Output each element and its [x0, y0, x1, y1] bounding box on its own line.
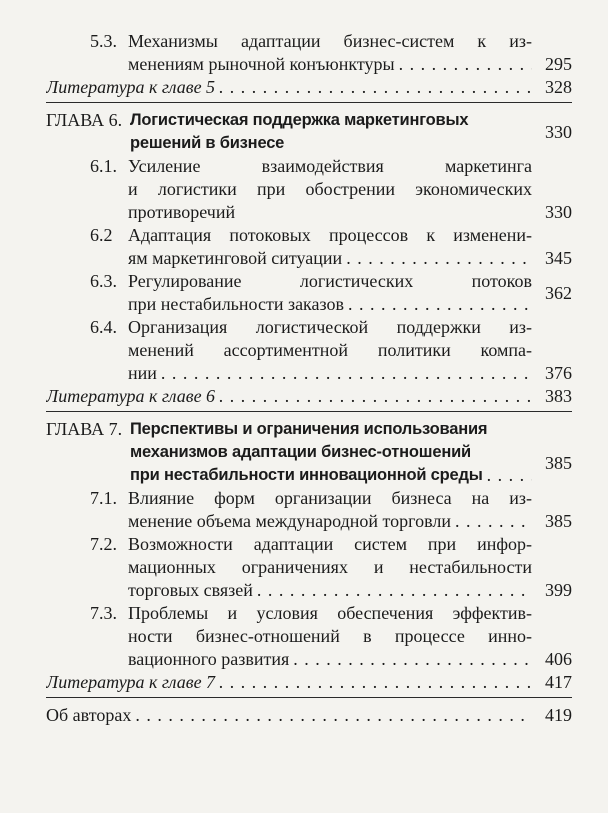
- page-number: 295: [545, 54, 572, 74]
- toc-entry-6-4[interactable]: [90, 316, 572, 385]
- section-title: Регулирование логистических потоков при нестабильности заказов . . .: [128, 270, 532, 316]
- section-title: Организация логистической поддержки из- менений ассортиментной политики компа- нии . . .: [128, 316, 532, 385]
- dot-leader: [451, 510, 532, 533]
- page-number: 383: [545, 386, 572, 406]
- page-number: 417: [545, 672, 572, 692]
- section-number: 7.3.: [90, 603, 117, 623]
- divider: [46, 411, 572, 412]
- section-number: 6.3.: [90, 271, 117, 291]
- dot-leader: [344, 293, 532, 316]
- toc-entry-about-authors[interactable]: Об авторах . . . 419: [46, 704, 572, 727]
- section-number: 5.3.: [90, 31, 117, 51]
- page-number: 385: [545, 453, 572, 473]
- page-number: 376: [545, 363, 572, 383]
- toc-entry-7-2[interactable]: [90, 533, 572, 602]
- toc-entry-6-1[interactable]: [90, 155, 572, 224]
- dot-leader: [215, 385, 532, 408]
- section-title: Проблемы и условия обеспечения эффектив- ности бизнес-отношений в процессе инно- вационного развития . . .: [128, 602, 532, 671]
- page-number: 419: [545, 705, 572, 725]
- toc-entry-chapter-7[interactable]: [46, 418, 572, 487]
- page-number: 330: [545, 122, 572, 142]
- dot-leader: [289, 648, 532, 671]
- dot-leader: [342, 247, 532, 270]
- toc-entry-7-3[interactable]: [90, 602, 572, 671]
- section-title: Адаптация потоковых процессов к изменени- ям маркетинговой ситуации . . .: [128, 224, 532, 270]
- section-title: Механизмы адаптации бизнес-систем к из- менениям рыночной конъюнктуры . . .: [128, 30, 532, 76]
- chapter-title: Логистическая поддержка маркетинговых решений в бизнесе: [130, 111, 469, 152]
- toc-entry-literature-7[interactable]: Литература к главе 7 . . . 417: [46, 671, 572, 694]
- dot-leader: [395, 53, 532, 76]
- page-number: 385: [545, 511, 572, 531]
- toc-entry-chapter-6[interactable]: [46, 109, 572, 155]
- toc-entry-literature-5[interactable]: Литература к главе 5 . . . 328: [46, 76, 572, 99]
- section-number: 6.4.: [90, 317, 117, 337]
- page-number: 330: [545, 202, 572, 222]
- divider: [46, 102, 572, 103]
- toc-entry-5-3[interactable]: [90, 30, 572, 76]
- table-of-contents: [46, 30, 572, 727]
- dot-leader: [215, 76, 532, 99]
- chapter-title: Перспективы и ограничения использования механизмов адаптации бизнес-отношений при нестабильности инновационной среды . . .: [130, 418, 532, 487]
- section-number: 7.1.: [90, 488, 117, 508]
- page-number: 406: [545, 649, 572, 669]
- section-title: Возможности адаптации систем при инфор- мационных ограничениях и нестабильности торговых связей . . .: [128, 533, 532, 602]
- page-number: 362: [545, 283, 572, 303]
- section-title: Влияние форм организации бизнеса на из- менение объема международной торговли . . .: [128, 487, 532, 533]
- dot-leader: [253, 579, 532, 602]
- section-number: 6.1.: [90, 156, 117, 176]
- chapter-number: ГЛАВА 6.: [46, 110, 123, 130]
- dot-leader: [131, 704, 532, 727]
- toc-entry-6-2[interactable]: [90, 224, 572, 270]
- chapter-number: ГЛАВА 7.: [46, 419, 123, 439]
- dot-leader: [215, 671, 532, 694]
- toc-entry-literature-6[interactable]: Литература к главе 6 . . . 383: [46, 385, 572, 408]
- divider: [46, 697, 572, 698]
- section-number: 7.2.: [90, 534, 117, 554]
- section-number: 6.2: [90, 225, 113, 245]
- toc-entry-6-3[interactable]: [90, 270, 572, 316]
- page-number: 345: [545, 248, 572, 268]
- section-title: Усиление взаимодействия маркетинга и логистики при обострении экономических противоречий: [128, 156, 532, 222]
- dot-leader: [483, 464, 532, 487]
- toc-entry-7-1[interactable]: [90, 487, 572, 533]
- dot-leader: [157, 362, 532, 385]
- page-number: 399: [545, 580, 572, 600]
- page-number: 328: [545, 77, 572, 97]
